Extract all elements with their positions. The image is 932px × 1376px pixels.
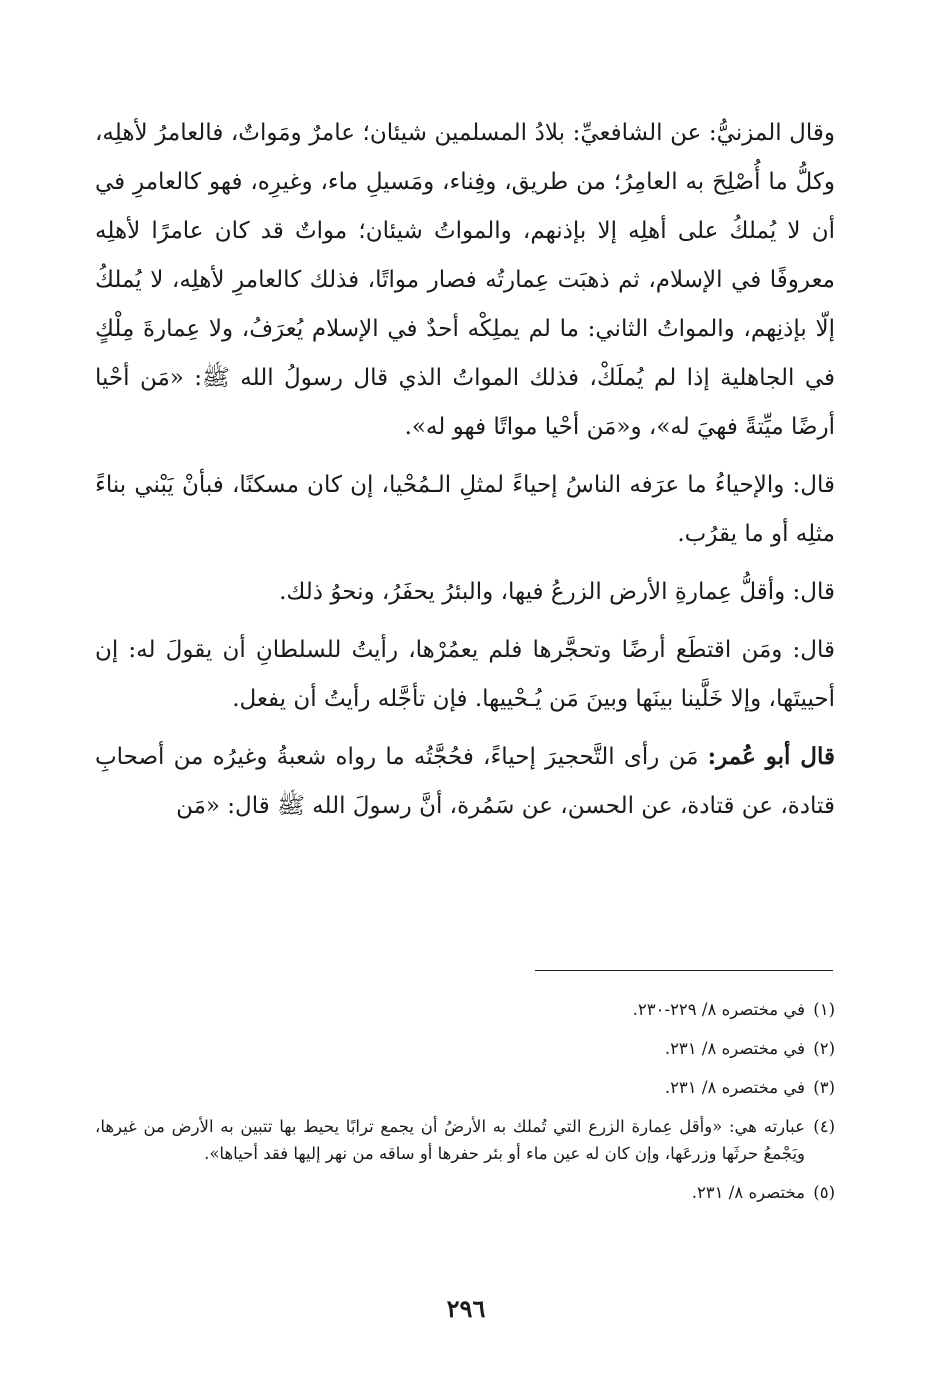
paragraph-lead: قال أبو عُمر:: [707, 743, 836, 770]
footnote-text: عبارته هي: «وأقل عِمارة الزرع التي تُملك به الأرضُ أن يجمع ترابًا يحيط بها تتبين به الأرض من غيرها، ويَجْمعُ حرثَها وزرعَها، وإن كان له عين ماء أو بئر حفرها أو ساقه من نهر إليها فقد أحياها».: [95, 1117, 805, 1163]
footnote-text: مختصره ٨/ ٢٣١.: [691, 1183, 805, 1202]
footnote-number: (٣): [813, 1078, 835, 1097]
footnote-5: [95, 1179, 835, 1206]
footnote-text: في مختصره ٨/ ٢٢٩-٢٣٠.: [632, 1000, 805, 1019]
footnote-4: [95, 1113, 835, 1167]
footnote-text: في مختصره ٨/ ٢٣١.: [664, 1078, 805, 1097]
paragraph-5: [95, 732, 835, 831]
footnote-3: [95, 1074, 835, 1101]
paragraph-text: قال: والإحياءُ ما عرَفه الناسُ إحياءً لمثلِ الـمُحْيا، إن كان مسكنًا، فبأنْ يَبْني بناءً مثلِه أو ما يقرُب.: [95, 472, 835, 547]
paragraph-text: وقال المزنيُّ: عن الشافعيِّ: بلادُ المسلمين شيئان؛ عامرٌ ومَواتٌ، فالعامرُ لأهلِه، وكلُّ ما أُصْلِحَ به العامِرُ؛ من طريق، وفِناء، ومَسيلِ ماء، وغيرِه، فهو كالعامرِ في أن لا يُملكُ على أهلِه إلا بإذنهم، والمواتُ شيئان؛ مواتٌ قد كان عامرًا لأهلِه معروفًا في الإسلام، ثم ذهبَت عِمارتُه فصار مواتًا، فذلك كالعامرِ لأهلِه، لا يُملكُ إلّا بإذنِهم، والمواتُ الثاني: ما لم يملِكْه أحدٌ في الإسلام يُعرَفُ، ولا عِمارةَ مِلْكٍ في الجاهلية إذا لم يُملَكْ، فذلك المواتُ الذي قال رسولُ الله ﷺ: «مَن أحْيا أرضًا ميِّتةً فهيَ له»، و«مَن أحْيا مواتًا فهو له».: [95, 120, 835, 440]
main-text: [95, 108, 835, 839]
paragraph-1: [95, 108, 835, 452]
footnote-divider: [535, 970, 833, 971]
footnote-number: (٥): [813, 1183, 835, 1202]
footnotes: [95, 996, 835, 1218]
footnote-number: (٢): [813, 1039, 835, 1058]
footnote-number: (٤): [813, 1117, 835, 1136]
paragraph-3: [95, 567, 835, 617]
paragraph-text: قال: ومَن اقتطَع أرضًا وتحجَّرها فلم يعمُرْها، رأيتُ للسلطانِ أن يقولَ له: إن أحييتَها، وإلا خَلَّينا بينَها وبينَ مَن يُـحْييها. فإن تأجَّله رأيتُ أن يفعل.: [95, 637, 835, 712]
paragraph-4: [95, 625, 835, 724]
footnote-number: (١): [813, 1000, 835, 1019]
footnote-1: [95, 996, 835, 1023]
paragraph-text: قال: وأقلُّ عِمارةِ الأرض الزرعُ فيها، والبئرُ يحفَرُ، ونحوُ ذلك.: [279, 579, 835, 605]
paragraph-text: مَن رأى التَّحجيرَ إحياءً، فحُجَّتُه ما رواه شعبةُ وغيرُه من أصحابِ قتادة، عن قتادة، عن الحسن، عن سَمُرة، أنَّ رسولَ الله ﷺ قال: «مَن: [95, 744, 835, 819]
footnote-text: في مختصره ٨/ ٢٣١.: [664, 1039, 805, 1058]
paragraph-2: [95, 460, 835, 559]
page-number: ٢٩٦: [446, 1294, 486, 1323]
footnote-2: [95, 1035, 835, 1062]
